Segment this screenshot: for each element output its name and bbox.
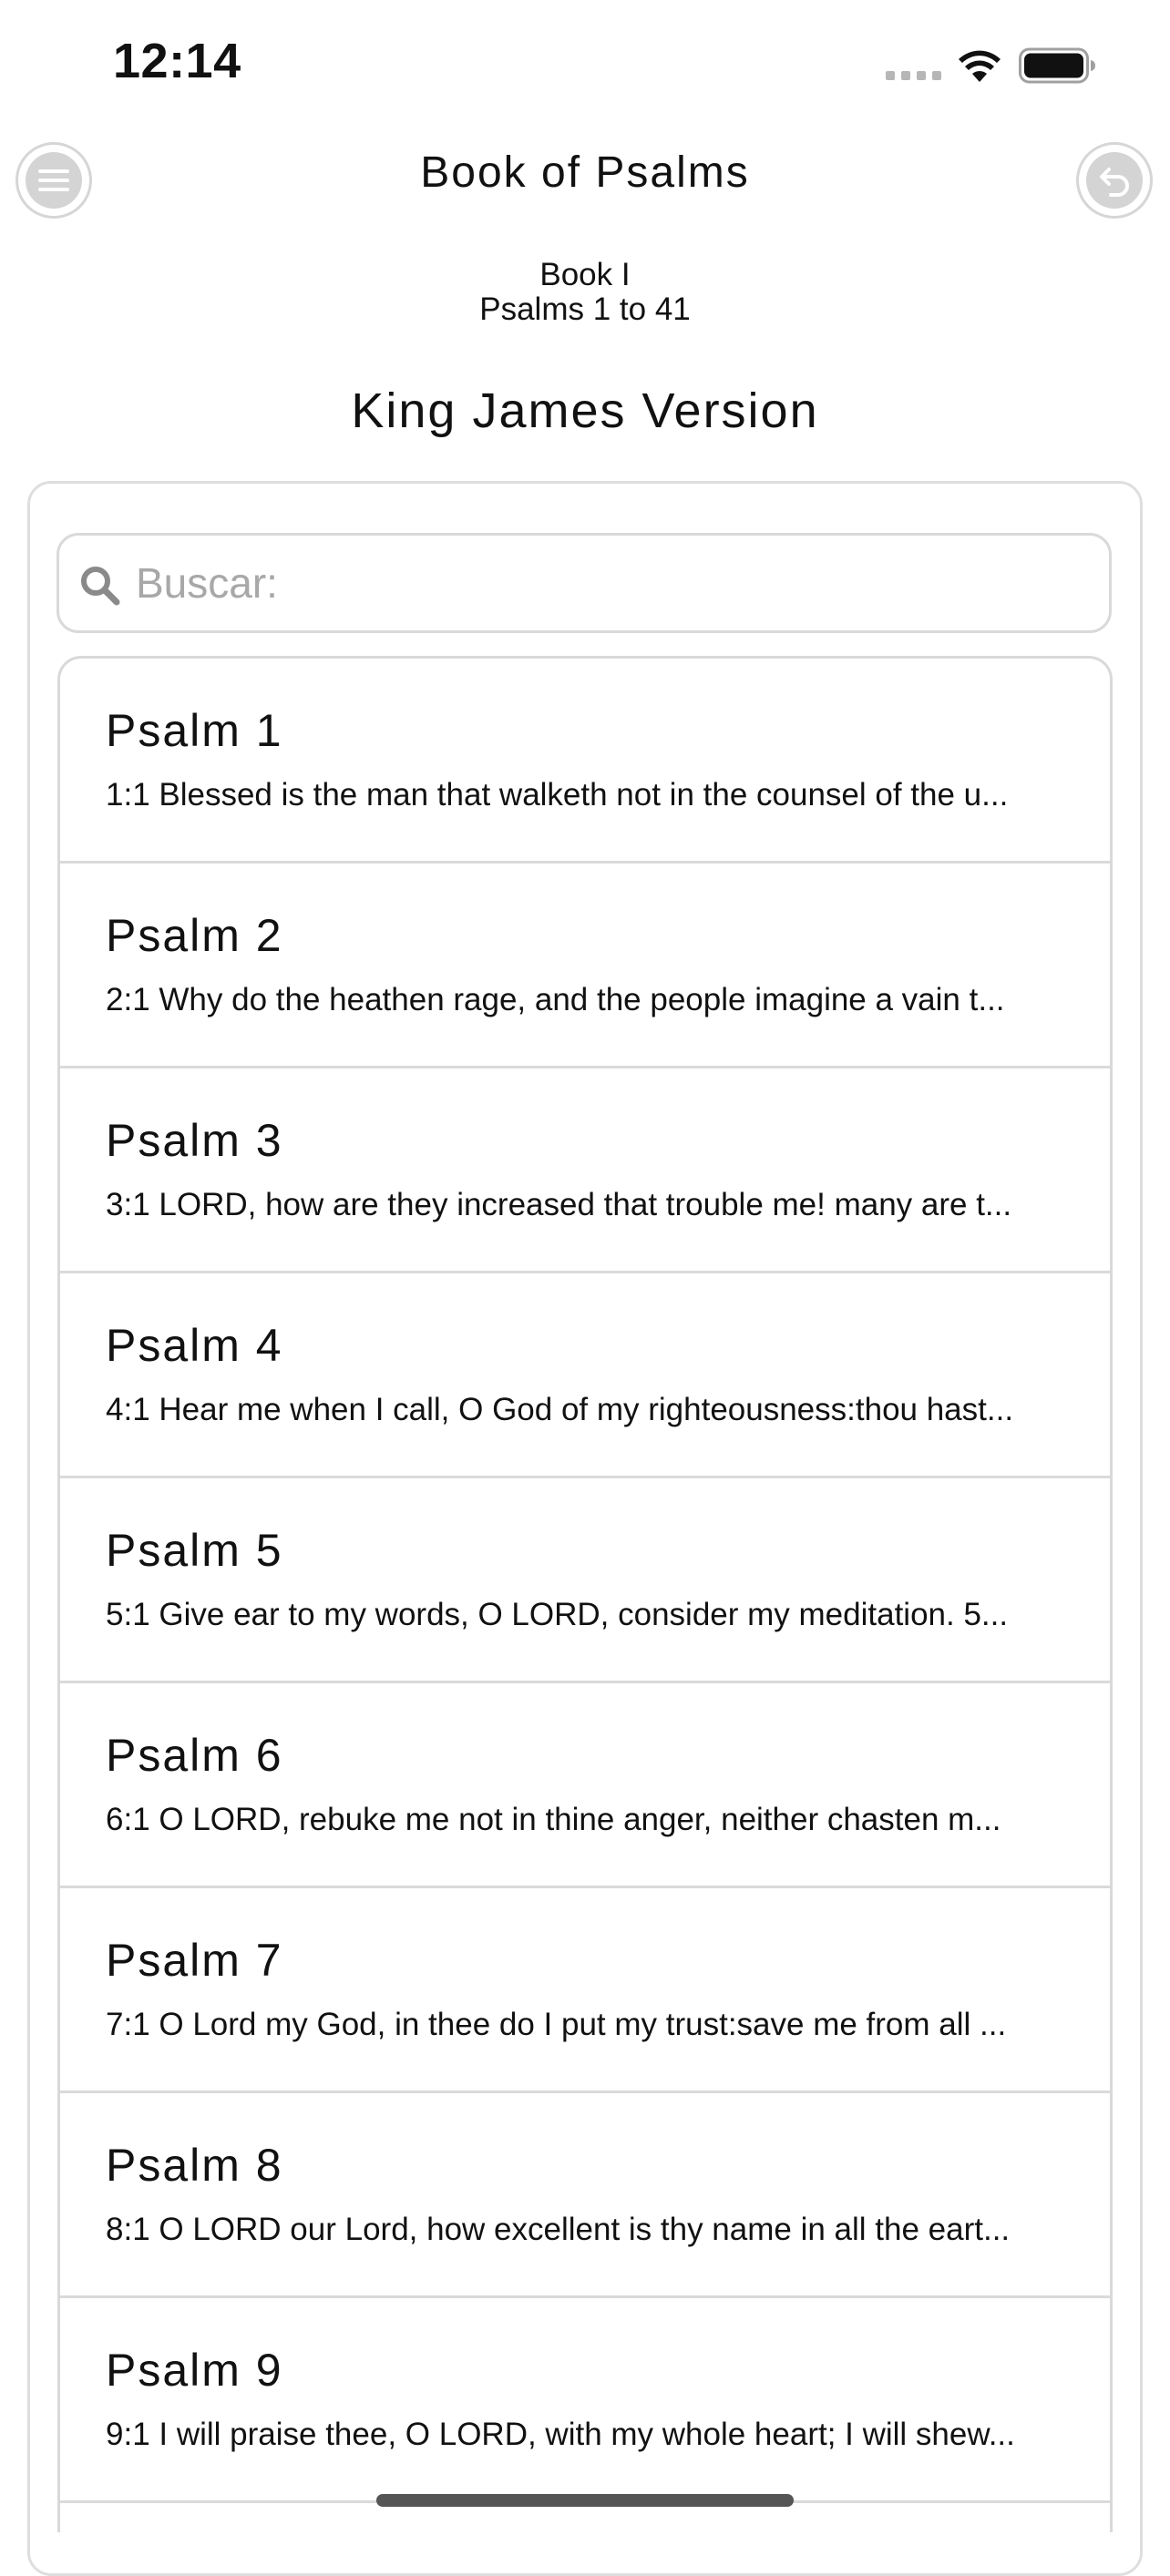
psalm-preview: 6:1 O LORD, rebuke me not in thine anger, neither chasten m... <box>106 1802 1001 1837</box>
list-item[interactable] <box>60 1273 1110 1478</box>
book-subtitle: Book I <box>539 257 631 292</box>
back-arrow-icon <box>1096 162 1133 199</box>
psalm-title: Psalm 1 <box>106 705 283 756</box>
psalm-preview: 7:1 O Lord my God, in thee do I put my trust:save me from all ... <box>106 2007 1007 2042</box>
back-button[interactable] <box>1076 142 1153 219</box>
wifi-icon <box>957 46 1002 84</box>
psalm-title: Psalm 2 <box>106 910 283 961</box>
cellular-signal-icon <box>886 71 941 80</box>
list-item[interactable] <box>60 2298 1110 2503</box>
psalm-preview: 5:1 Give ear to my words, O LORD, consider my meditation. 5... <box>106 1597 1009 1632</box>
psalm-list <box>57 656 1113 2532</box>
list-item[interactable] <box>60 1683 1110 1888</box>
psalm-preview: 1:1 Blessed is the man that walketh not in the counsel of the u... <box>106 777 1009 813</box>
search-input[interactable] <box>136 554 1083 612</box>
psalm-preview: 8:1 O LORD our Lord, how excellent is thy name in all the eart... <box>106 2212 1011 2247</box>
list-item[interactable] <box>60 1068 1110 1273</box>
version-title: King James Version <box>351 383 819 438</box>
list-item[interactable] <box>60 659 1110 864</box>
psalm-title: Psalm 6 <box>106 1730 283 1781</box>
list-item[interactable] <box>60 1888 1110 2093</box>
search-bar[interactable] <box>56 533 1112 633</box>
status-bar <box>0 0 1170 128</box>
psalm-preview: 9:1 I will praise thee, O LORD, with my whole heart; I will shew... <box>106 2417 1015 2452</box>
book-range: Psalms 1 to 41 <box>479 291 691 327</box>
list-item[interactable] <box>60 2093 1110 2298</box>
psalm-title: Psalm 5 <box>106 1525 283 1576</box>
psalm-preview: 3:1 LORD, how are they increased that trouble me! many are t... <box>106 1187 1012 1222</box>
psalm-title: Psalm 8 <box>106 2140 283 2191</box>
list-item[interactable] <box>60 864 1110 1068</box>
psalm-preview: 4:1 Hear me when I call, O God of my righteousness:thou hast... <box>106 1392 1014 1427</box>
list-item[interactable] <box>60 1478 1110 1683</box>
psalm-preview: 2:1 Why do the heathen rage, and the people imagine a vain t... <box>106 982 1005 1017</box>
search-icon <box>77 563 123 608</box>
psalm-title: Psalm 7 <box>106 1935 283 1986</box>
page-title: Book of Psalms <box>420 148 750 197</box>
psalm-title: Psalm 4 <box>106 1320 283 1371</box>
psalm-title: Psalm 9 <box>106 2345 283 2396</box>
home-indicator[interactable] <box>376 2494 794 2507</box>
battery-icon <box>1019 47 1097 84</box>
psalm-title: Psalm 3 <box>106 1115 283 1166</box>
status-time: 12:14 <box>113 34 241 88</box>
